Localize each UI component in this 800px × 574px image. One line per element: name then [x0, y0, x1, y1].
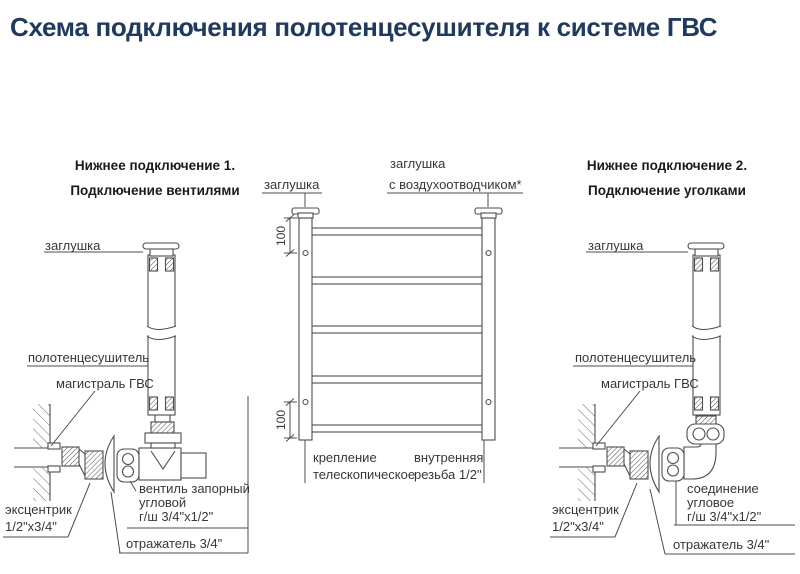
eccentric-label-left-line1: эксцентрик — [5, 502, 72, 517]
cap-label-center-left: заглушка — [264, 177, 320, 192]
supply-label-right: магистраль ГВС — [601, 376, 699, 391]
eccentric-label-right-line2: 1/2"x3/4" — [552, 519, 604, 534]
elbow-fitting — [662, 416, 724, 481]
reflector-dome — [650, 436, 659, 492]
valve-label-line1: вентиль запорный — [139, 481, 250, 496]
eccentric-fitting — [62, 447, 103, 479]
cap-label-right: заглушка — [588, 238, 644, 253]
elbow-label-line3: г/ш 3/4"x1/2" — [687, 509, 762, 524]
angle-valve — [117, 414, 206, 482]
valve-label-line2: угловой — [139, 495, 187, 510]
valve-label-line3: г/ш 3/4"x1/2" — [139, 509, 214, 524]
cap-label-left: заглушка — [45, 238, 101, 253]
supply-label-left: магистраль ГВС — [56, 376, 154, 391]
elbow-label-line1: соединение — [687, 481, 759, 496]
elbow-label-line2: угловое — [687, 495, 735, 510]
eccentric-label-right-line1: эксцентрик — [552, 502, 619, 517]
section2-heading-line2: Подключение уголками — [588, 183, 746, 198]
dimension-100-bottom: 100 — [274, 409, 288, 431]
section1-heading-line2: Подключение вентилями — [70, 183, 240, 198]
rail-label-left: полотенцесушитель — [28, 350, 150, 365]
wall-hatching — [33, 404, 50, 501]
towel-rail-ladder — [292, 208, 502, 440]
reflector-dome — [105, 436, 114, 492]
wall-hatching — [578, 404, 595, 501]
reflector-label-left: отражатель 3/4" — [126, 536, 223, 551]
eccentric-fitting — [607, 447, 648, 479]
dimension-100-top: 100 — [274, 225, 288, 247]
air-vent-cap-label-line2: с воздухоотводчиком* — [389, 177, 522, 192]
section1-heading-line1: Нижнее подключение 1. — [74, 158, 236, 173]
eccentric-label-left-line2: 1/2"x3/4" — [5, 519, 57, 534]
air-vent-cap-label-line1: заглушка — [390, 156, 446, 171]
thread-label-line1: внутренняя — [414, 450, 484, 465]
page-title: Схема подключения полотенцесушителя к системе ГВС — [10, 12, 718, 42]
reflector-label-right: отражатель 3/4" — [673, 537, 770, 552]
mount-label-line2: телескопическое — [313, 467, 416, 482]
mount-label-line1: крепление — [313, 450, 377, 465]
thread-label-line2: резьба 1/2" — [414, 467, 482, 482]
section2-heading-line1: Нижнее подключение 2. — [586, 158, 748, 173]
rail-label-right: полотенцесушитель — [575, 350, 697, 365]
